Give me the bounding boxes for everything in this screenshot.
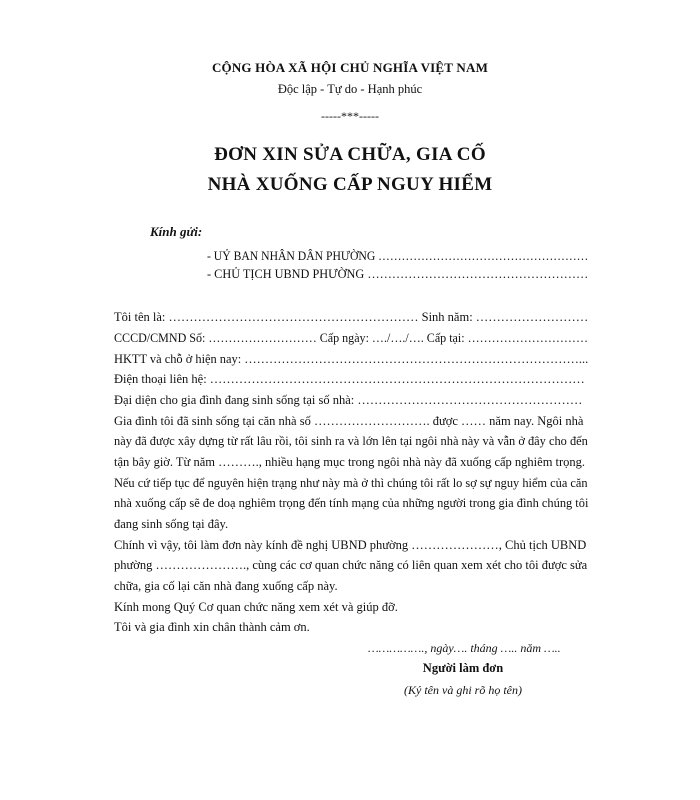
document-title-line-2: NHÀ XUỐNG CẤP NGUY HIỂM [207, 174, 493, 195]
body-line: chữa, gia cố lại căn nhà đang xuống cấp này. [114, 579, 338, 593]
nation-motto: Độc lập - Tự do - Hạnh phúc [277, 82, 423, 96]
body-line: Điện thoại liên hệ: ……………………………………………………………………………… [114, 372, 585, 386]
body-line: CCCD/CMND Số: ……………………… Cấp ngày: …./…./…. Cấp tại: ………………………… [114, 331, 589, 345]
signature-note: (Ký tên và ghi rõ họ tên) [404, 683, 522, 697]
signature-title: Người làm đơn [422, 661, 504, 675]
body-line: tận bây giờ. Từ năm ………., nhiều hạng mục trong ngôi nhà này đã xuống cấp nghiêm trọng. [114, 455, 586, 469]
body-line: đang sinh sống tại đây. [114, 517, 229, 531]
recipient-chairman: - CHỦ TỊCH UBND PHƯỜNG ……………………………………………… [207, 267, 589, 281]
signature-date-line: ……………., ngày…. tháng ….. năm ….. [368, 641, 561, 655]
body-line: Tôi và gia đình xin chân thành cảm ơn. [114, 620, 310, 634]
body-line: nhà xuống cấp sẽ đe doạ nghiêm trọng đến tính mạng của những người trong gia đình chúng tôi [114, 496, 589, 510]
body-line: Nếu cứ tiếp tục để nguyên hiện trạng như này mà ở thì chúng tôi rất lo sợ sự nguy hiểm của căn [114, 476, 588, 490]
body-line: này đã được xây dựng từ rất lâu rồi, tôi sinh ra và lớn lên tại ngôi nhà này và vẫn ở đây cho đến [114, 434, 588, 448]
recipients-label: Kính gửi: [150, 224, 203, 239]
body-line: Đại diện cho gia đình đang sinh sống tại số nhà: ……………………………………………… [114, 393, 583, 407]
body-line: Chính vì vậy, tôi làm đơn này kính đề nghị UBND phường …………………, Chủ tịch UBND [114, 538, 587, 552]
body-line: HKTT và chỗ ở hiện nay: ………………………………………………………………………... [114, 352, 589, 366]
body-line: phường …………………., cùng các cơ quan chức năng có liên quan xem xét cho tôi được sửa [114, 558, 588, 572]
header-separator: -----***----- [321, 109, 379, 123]
recipient-people-committee: - UỶ BAN NHÂN DÂN PHƯỜNG ……………………………………………… [207, 249, 589, 263]
nation-header: CỘNG HÒA XÃ HỘI CHỦ NGHĨA VIỆT NAM [211, 60, 489, 75]
body-line: Tôi tên là: …………………………………………………… Sinh năm: ……………………… [114, 310, 589, 324]
document-title-line-1: ĐƠN XIN SỬA CHỮA, GIA CỐ [214, 144, 486, 165]
body-line: Kính mong Quý Cơ quan chức năng xem xét và giúp đỡ. [114, 600, 398, 614]
body-line: Gia đình tôi đã sinh sống tại căn nhà số ………………………. được …… năm nay. Ngôi nhà [114, 414, 584, 428]
